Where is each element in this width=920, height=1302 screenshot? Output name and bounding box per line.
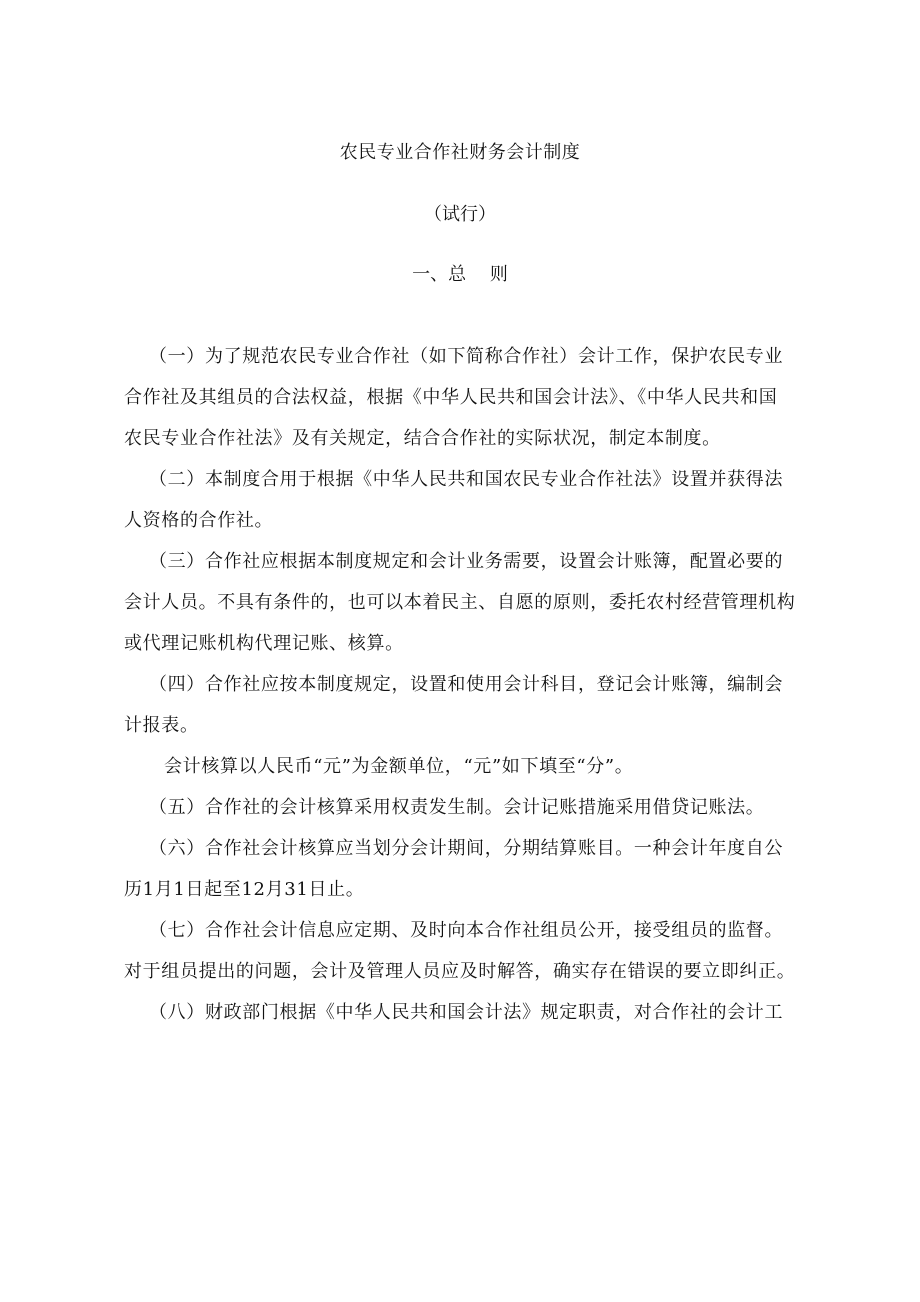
paragraph-4-line-2: 计报表。	[124, 715, 199, 736]
paragraph-3-line-3: 或代理记账机构代理记账、核算。	[124, 633, 404, 654]
paragraph-1-line-2: 合作社及其组员的合法权益，根据《中华人民共和国会计法》、《中华人民共和国	[124, 387, 778, 408]
paragraph-1-line-3: 农民专业合作社法》及有关规定，结合合作社的实际状况，制定本制度。	[124, 428, 721, 449]
paragraph-1-line-1: （一）为了规范农民专业合作社（如下简称合作社）会计工作，保护农民专业	[149, 346, 784, 367]
document-subtitle: （试行）	[424, 204, 496, 225]
document-title: 农民专业合作社财务会计制度	[339, 142, 581, 163]
paragraph-6-line-2: 历1月1日起至12月31日止。	[124, 879, 365, 900]
paragraph-5-line-1: （五）合作社的会计核算采用权责发生制。会计记账措施采用借贷记账法。	[149, 797, 765, 818]
paragraph-4-line-1: （四）合作社应按本制度规定，设置和使用会计科目，登记会计账簿，编制会	[149, 674, 784, 695]
paragraph-3-line-2: 会计人员。不具有条件的，也可以本着民主、自愿的原则，委托农村经营管理机构	[124, 592, 796, 613]
paragraph-7-line-2: 对于组员提出的问题，会计及管理人员应及时解答，确实存在错误的要立即纠正。	[124, 961, 796, 982]
paragraph-6-line-1: （六）合作社会计核算应当划分会计期间，分期结算账目。一种会计年度自公	[149, 838, 784, 859]
document-body	[124, 336, 800, 1033]
paragraph-4b-line-1: 会计核算以人民币“元”为金额单位，“元”如下填至“分”。	[164, 756, 634, 777]
paragraph-7-line-1: （七）合作社会计信息应定期、及时向本合作社组员公开，接受组员的监督。	[149, 920, 784, 941]
section-heading: 一、总 则	[412, 264, 508, 285]
paragraph-8-line-1: （八）财政部门根据《中华人民共和国会计法》规定职责，对合作社的会计工	[149, 1002, 784, 1023]
paragraph-3-line-1: （三）合作社应根据本制度规定和会计业务需要，设置会计账簿，配置必要的	[149, 551, 784, 572]
paragraph-2-line-1: （二）本制度合用于根据《中华人民共和国农民专业合作社法》设置并获得法	[149, 469, 784, 490]
paragraph-2-line-2: 人资格的合作社。	[124, 510, 274, 531]
